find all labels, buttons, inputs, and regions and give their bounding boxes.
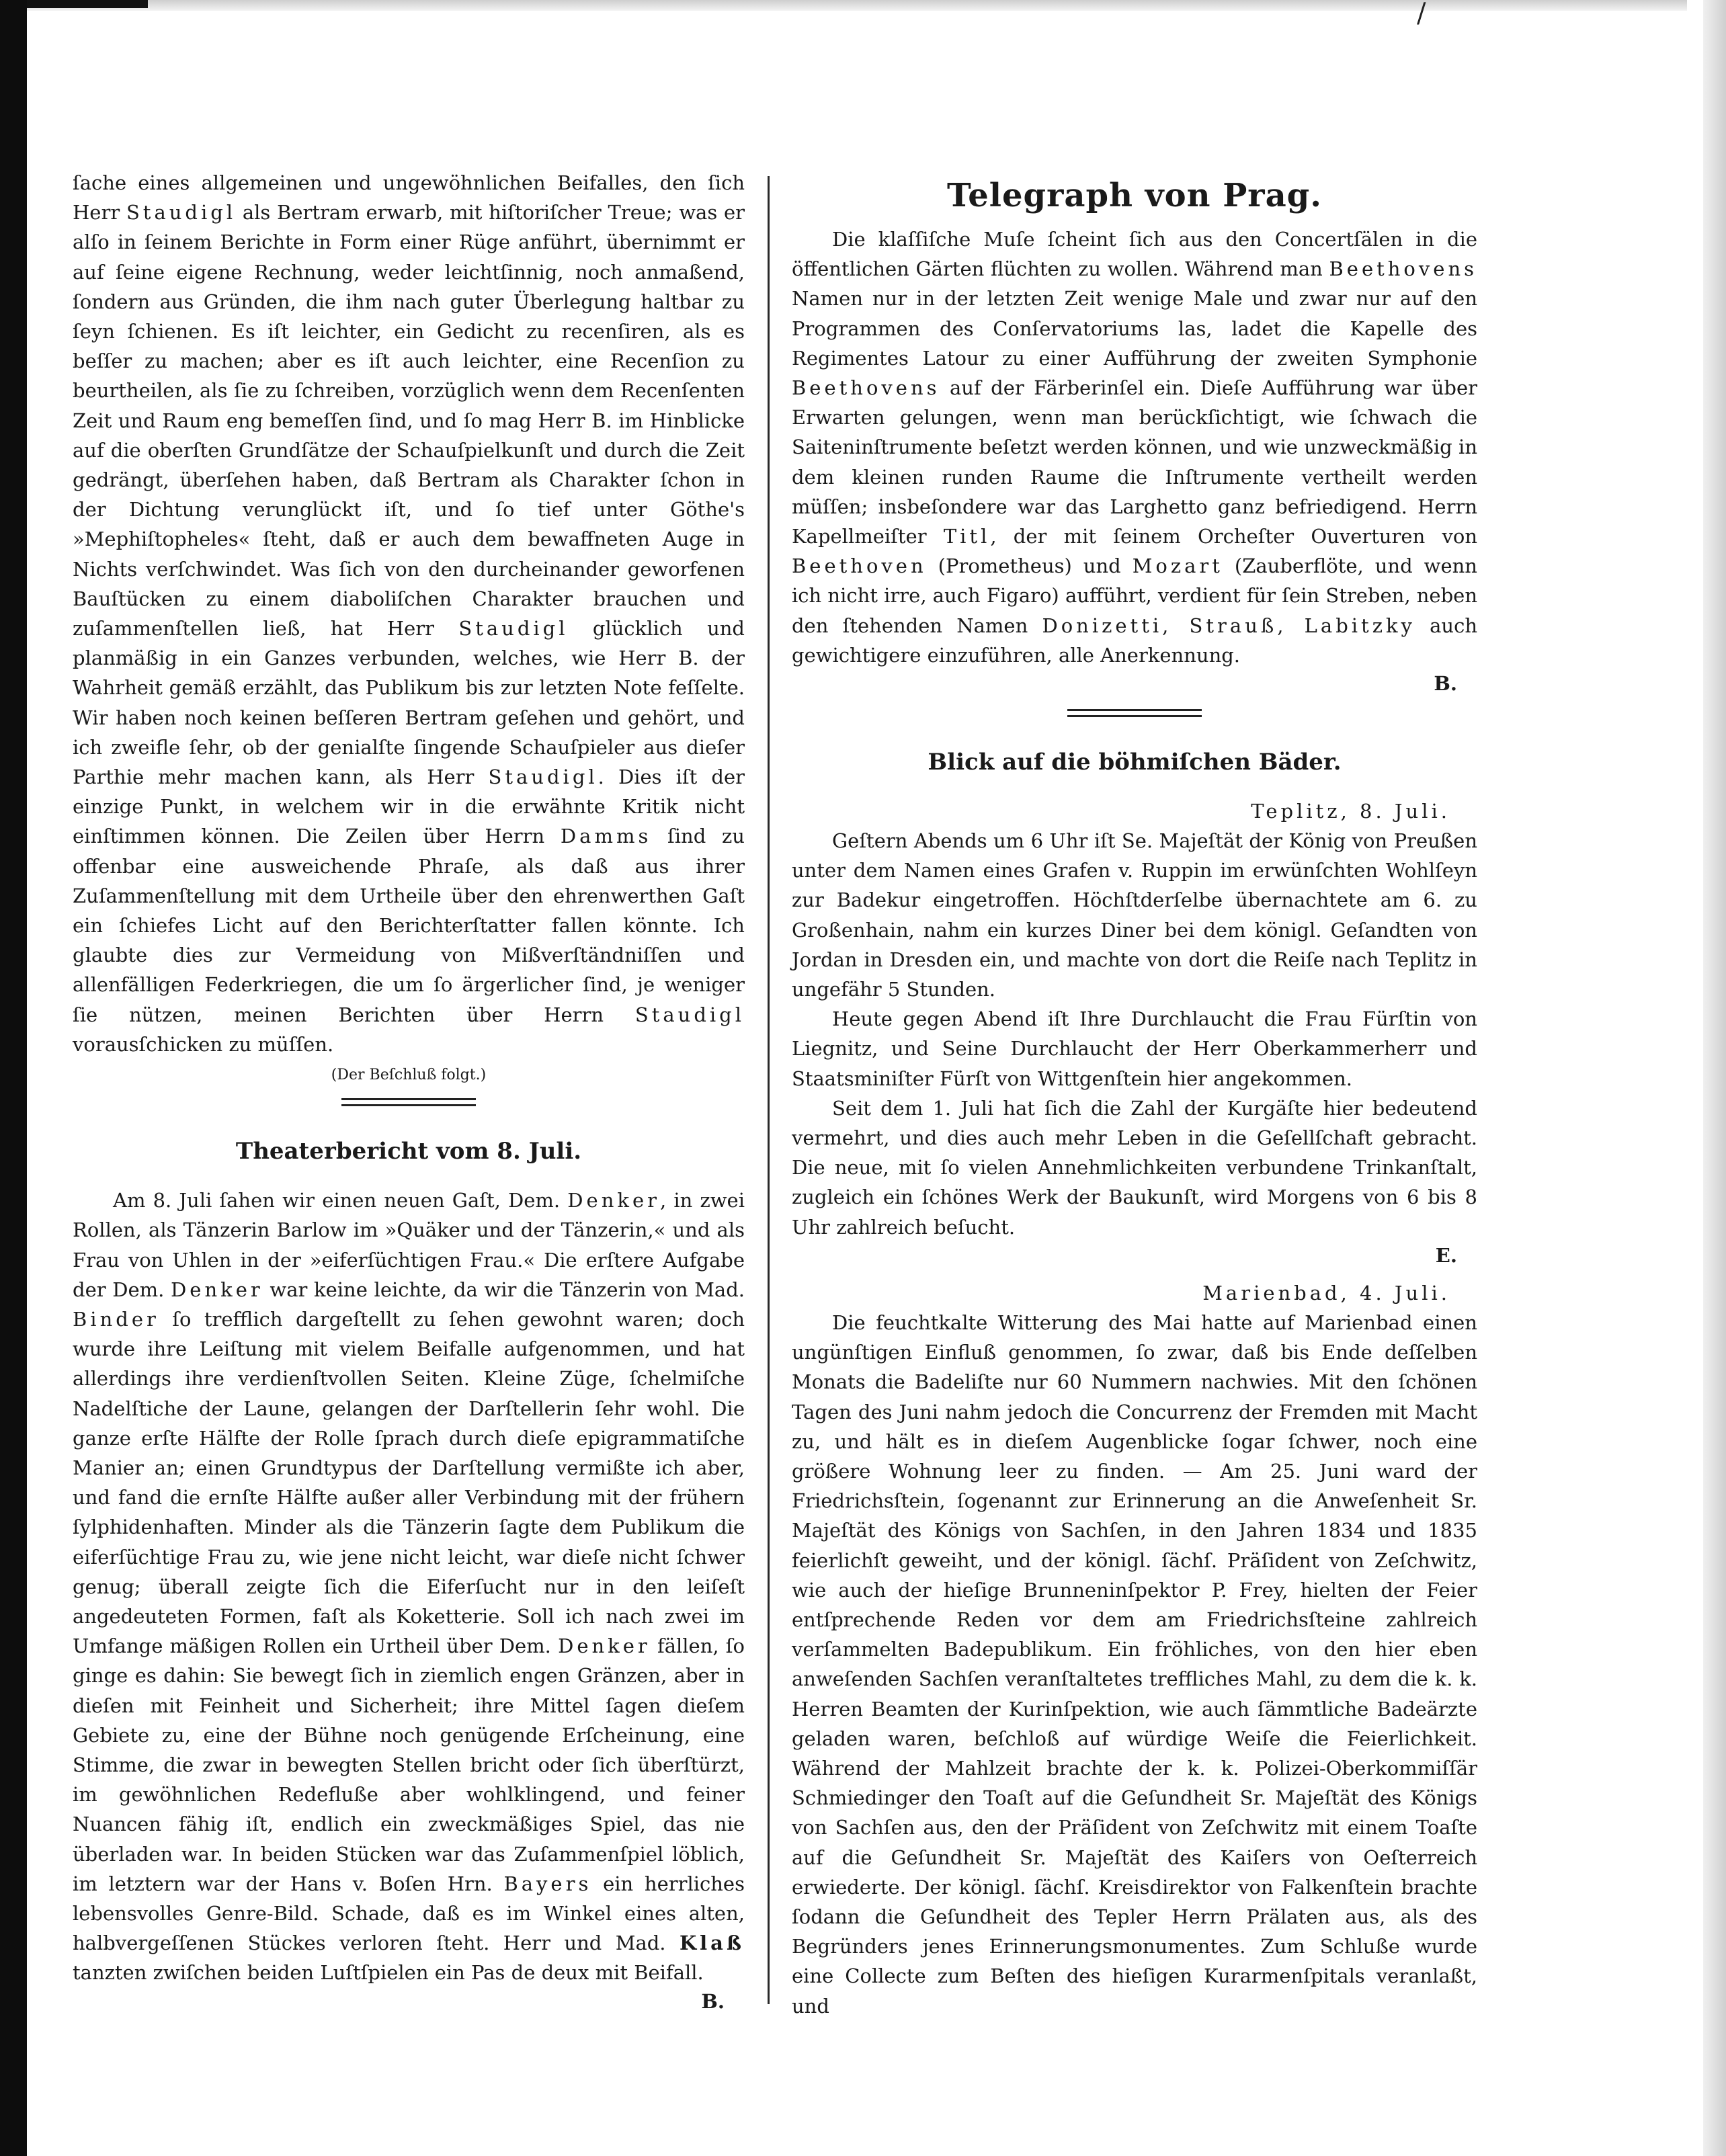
name-denker: Denker — [171, 1278, 263, 1301]
marienbad-paragraph: Die feuchtkalte Witterung des Mai hatte auf Marienbad einen ungünſtigen Einfluß genommen, ſo zwar, daß bis Ende deſſelben Monats die Badeliſte nur 60 Nummern nachwies. Mit den ſchönen Tagen des Juni nahm jedoch die Concurrenz der Fremden mit Macht zu, und hält es in dieſem Augenblicke ſogar ſchwer, noch eine größere Wohnung leer zu finden. — Am 25. Juni ward der Friedrichsſtein, ſogenannt zur Erinnerung an die Anweſenheit Sr. Majeſtät des Königs von Sachſen, in den Jahren 1834 und 1835 feierlichſt geweiht, und der königl. ſächſ. Präſident von Zeſchwitz, wie auch der hieſige Brunneninſpektor P. Frey, hielten der Feier entſprechende Reden vor dem am Friedrichsſteine zahlreich verſammelten Badepublikum. Ein fröhliches, von den hier eben anweſenden Sachſen veranſtaltetes treffliches Mahl, zu dem die k. k. Herren Beamten der Kurinſpektion, wie auch ſämmtliche Badeärzte geladen waren, beſchloß auf würdige Weiſe die Feierlichkeit. Während der Mahlzeit brachte der k. k. Polizei-Oberkommiſſär Schmiedinger den Toaſt auf die Geſundheit Sr. Majeſtät des Königs von Sachſen aus, den der Präſident von Zeſchwitz mit einem Toaſte auf die Geſundheit Sr. Majeſtät des Kaiſers von Oeſterreich erwiederte. Der königl. ſächſ. Kreisdirektor von Falkenſtein brachte ſodann die Geſundheit des Tepler Herrn Prälaten aus, als des Begründers jenes Erinnerungsmonumentes. Zum Schluße wurde eine Collecte zum Beſten des hieſigen Kurarmenſpitals veranlaßt, und — [792, 1311, 1477, 2018]
name-klass: Klaß — [679, 1932, 745, 1955]
name-beethoven: Beethovens — [1329, 257, 1477, 281]
section-divider — [341, 1098, 476, 1106]
corner-mark: / — [1417, 0, 1426, 29]
name-beethoven: Beethoven — [792, 554, 927, 578]
continued-note: (Der Beſchluß folgt.) — [331, 1067, 487, 1084]
newspaper-page — [73, 168, 1478, 2018]
name-composers: Donizetti, Strauß, Labitzky — [1042, 614, 1415, 637]
teplitz-paragraph-1: Geſtern Abends um 6 Uhr iſt Se. Majeſtät der König von Preußen unter dem Namen eines Grafen v. Ruppin im erwünſchten Wohlſeyn zur Badekur eingetroffen. Höchſtderſelbe übernachtete am 6. zu Großenhain, nahm ein kurzes Diner bei dem königl. Geſandten von Jordan in Dresden ein, und machte von dort die Reiſe nach Teplitz in ungefähr 5 Stunden. — [792, 829, 1477, 1001]
name-denker: Denker — [567, 1189, 660, 1212]
left-column — [73, 168, 745, 2015]
name-mozart: Mozart — [1132, 554, 1223, 578]
name-staudigl: Staudigl — [634, 1003, 745, 1026]
telegraph-heading: Telegraph von Prag. — [947, 177, 1322, 214]
right-column — [792, 168, 1477, 2021]
marienbad-dateline: Marienbad, 4. Juli. — [1202, 1281, 1450, 1304]
name-damms: Damms — [560, 825, 652, 848]
scan-edge-top-dark — [27, 0, 148, 8]
teplitz-signature: E. — [1435, 1243, 1457, 1267]
name-beethoven: Beethovens — [792, 376, 940, 400]
scan-edge-right — [1703, 0, 1726, 2156]
name-titl: Titl — [943, 525, 991, 548]
name-binder: Binder — [73, 1307, 159, 1331]
telegraph-paragraph: Die klaſſiſche Muſe ſcheint ſich aus den Concertſälen in die öffentlichen Gärten flüchten zu wollen. Während man Beethovens Namen nur in der letzten Zeit wenige Male und zwar nur auf den Programmen des Conſervatoriums las, ladet die Kapelle des Regimentes Latour zu einer Aufführung der zweiten Symphonie Beethovens auf der Färberinſel ein. Dieſe Aufführung war über Erwarten gelungen, wenn man berückſichtigt, wie ſchwach die Saiteninſtrumente beſetzt werden können, und wie unzweckmäßig in dem kleinen runden Raume die Inſtrumente vertheilt werden müſſen; insbeſondere war das Larghetto ganz befriedigend. Herrn Kapellmeiſter Titl, der mit ſeinem Orcheſter Ouverturen von Beethoven (Prometheus) und Mozart (Zauberflöte, und wenn ich nicht irre, auch Figaro) aufführt, verdient für ſein Streben, neben den ſtehenden Namen Donizetti, Strauß, Labitzky auch gewichtigere einzuführen, alle Anerkennung. — [792, 228, 1478, 667]
teplitz-dateline: Teplitz, 8. Juli. — [1251, 800, 1450, 823]
scan-edge-top — [27, 0, 1687, 11]
telegraph-signature: B. — [1434, 672, 1457, 696]
teplitz-paragraph-2: Heute gegen Abend iſt Ihre Durchlaucht die Frau Fürſtin von Liegnitz, und Seine Durchlaucht der Herr Oberkammerherr und Staatsminiſter Fürſt von Wittgenſtein hier angekommen. — [792, 1007, 1477, 1090]
name-bayers: Bayers — [503, 1872, 592, 1895]
theater-report-paragraph: Am 8. Juli ſahen wir einen neuen Gaſt, Dem. Denker, in zwei Rollen, als Tänzerin Barlow im »Quäker und der Tänzerin,« und als Frau von Uhlen in der »eiferſüchtigen Frau.« Die erſtere Aufgabe der Dem. Denker war keine leichte, da wir die Tänzerin von Mad. Binder ſo trefflich dargeſtellt zu ſehen gewohnt waren; doch wurde ihre Leiſtung mit vielem Beifalle aufgenommen, und hat allerdings ihre verdienſtvollen Seiten. Kleine Züge, ſchelmiſche Nadelſtiche der Laune, gelangen der Darſtellerin ſehr wohl. Die ganze erſte Hälfte der Rolle ſprach durch dieſe epigrammatiſche Manier an; einen Grundtypus der Darſtellung vermißte ich aber, und fand die ernſte Hälfte außer aller Verbindung mit der frühern ſylphidenhaften. Minder als die Tänzerin ſagte dem Publikum die eiferſüchtige Frau zu, wie jene nicht leicht, war dieſe nicht ſchwer genug; überall zeigte ſich die Eiferſucht nur in den leiſeſt angedeuteten Formen, faſt als Koketterie. Soll ich nach zwei im Umfange mäßigen Rollen ein Urtheil über Dem. Denker fällen, ſo ginge es dahin: Sie bewegt ſich in ziemlich engen Gränzen, aber in dieſen mit Feinheit und Sicherheit; ihre Mittel ſagen dieſem Gebiete zu, eine der Bühne noch genügende Erſcheinung, eine Stimme, die zwar in bewegten Stellen bricht oder ſich überſtürzt, im gewöhnlichen Redefluße aber wohlklingend, und feiner Nuancen fähig iſt, endlich ein zweckmäßiges Spiel, das nie überladen war. In beiden Stücken war das Zuſammenſpiel löblich, im letztern war der Hans v. Boſen Hrn. Bayers ein herrliches lebensvolles Genre-Bild. Schade, daß es im Winkel eines alten, halbvergeſſenen Stückes verloren ſteht. Herr und Mad. Klaß tanzten zwiſchen beiden Luſtſpielen ein Pas de deux mit Beifall. — [73, 1189, 745, 1985]
teplitz-paragraph-3: Seit dem 1. Juli hat ſich die Zahl der Kurgäſte hier bedeutend vermehrt, und dies auch mehr Leben in die Geſellſchaft gebracht. Die neue, mit ſo vielen Annehmlichkeiten verbundene Trinkanſtalt, zugleich ein ſchönes Werk der Baukunſt, wird Morgens von 6 bis 8 Uhr zahlreich beſucht. — [792, 1096, 1477, 1239]
column-divider — [768, 176, 770, 2004]
theater-signature: B. — [701, 1989, 725, 2013]
section-divider — [1067, 709, 1202, 717]
theater-heading: Theaterbericht vom 8. Juli. — [235, 1138, 582, 1165]
review-continuation-paragraph: ſache eines allgemeinen und ungewöhnlichen Beifalles, den ſich Herr Staudigl als Bertram erwarb, mit hiſtoriſcher Treue; was er alſo in ſeinem Berichte in Form einer Rüge anführt, übernimmt er auf ſeine eigene Rechnung, weder leichtſinnig, noch anmaßend, ſondern aus Gründen, die ihm nach guter Überlegung haltbar zu ſeyn ſchienen. Es iſt leichter, ein Gedicht zu recenſiren, als es beſſer zu machen; aber es iſt auch leichter, eine Recenſion zu beurtheilen, als ſie zu ſchreiben, vorzüglich wenn dem Recenſenten Zeit und Raum eng bemeſſen ſind, und ſo mag Herr B. im Hinblicke auf die oberſten Grundſätze der Schauſpielkunſt und durch die Zeit gedrängt, überſehen haben, daß Bertram als Charakter ſchon in der Dichtung verunglückt iſt, und ſo tief unter Göthe's »Mephiſtopheles« ſteht, daß er auch dem bewaffneten Auge in Nichts verſchwindet. Was ſich von den durcheinander geworfenen Bauſtücken zu einem diaboliſchen Charakter brauchen und zuſammenſtellen ließ, hat Herr Staudigl glücklich und planmäßig in ein Ganzes verbunden, welches, wie Herr B. der Wahrheit gemäß erzählt, das Publikum bis zur letzten Note feſſelte. Wir haben noch keinen beſſeren Bertram geſehen und gehört, und ich zweifle ſehr, ob der genialſte ſingende Schauſpieler aus dieſer Parthie mehr machen kann, als Herr Staudigl. Dies iſt der einzige Punkt, in welchem wir in die erwähnte Kritik nicht einſtimmen können. Die Zeilen über Herrn Damms ſind zu offenbar eine ausweichende Phraſe, als daß aus ihrer Zuſammenſtellung mit dem Urtheile über den ehrenwerthen Gaſt ein ſchiefes Licht auf den Berichterſtatter fallen könnte. Ich glaubte dies zur Vermeidung von Mißverſtändniſſen und allenfälligen Federkriegen, die um ſo ärgerlicher ſind, je weniger ſie nützen, meinen Berichten über Herrn Staudigl vorausſchicken zu müſſen. — [73, 171, 745, 1056]
scan-edge-left — [0, 0, 27, 2156]
name-denker: Denker — [558, 1634, 651, 1658]
baths-heading: Blick auf die böhmiſchen Bäder. — [928, 749, 1342, 776]
name-staudigl: Staudigl — [126, 201, 237, 224]
name-staudigl: Staudigl — [488, 765, 598, 789]
name-staudigl: Staudigl — [458, 617, 569, 640]
